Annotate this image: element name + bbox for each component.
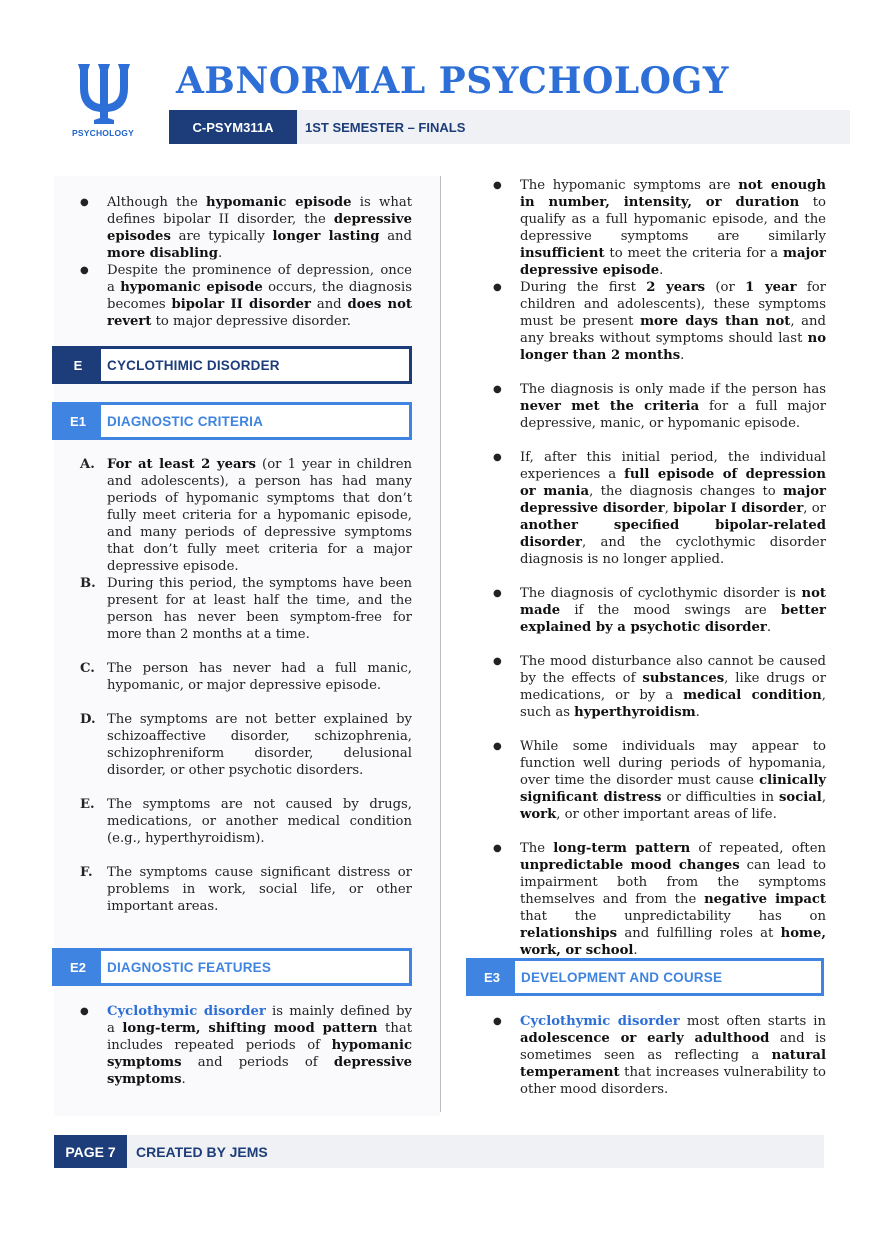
criterion-text: During this period, the symptoms have been present for at least half the time, and the person has never been symptom-free for more than 2 months at a time. [107, 576, 412, 642]
text: , like drugs or medications, or by a [520, 671, 826, 703]
emphasis: hypomanic symptoms [107, 1038, 412, 1070]
criterion-marker: E. [80, 797, 95, 812]
right-bullet-6 [520, 653, 826, 721]
text: and [379, 229, 412, 244]
emphasis: depressive episodes [107, 212, 412, 244]
logo-text: PSYCHOLOGY [72, 128, 134, 138]
emphasis: insufficient [520, 246, 605, 261]
section-label: DIAGNOSTIC FEATURES [107, 959, 272, 975]
criterion-marker: C. [80, 661, 95, 676]
criterion-text: The symptoms cause significant distress or problems in work, social life, or other important areas. [107, 865, 412, 914]
text: most often starts in [679, 1014, 826, 1029]
text: and is sometimes seen as reflecting a [520, 1031, 826, 1063]
emphasis: work [520, 807, 557, 822]
emphasis: negative impact [704, 892, 826, 907]
text: During the first [520, 280, 647, 295]
emphasis: unpredictable mood changes [520, 858, 740, 873]
right-bullet-7 [520, 738, 826, 823]
criterion-text: The symptoms are not caused by drugs, medications, or another medical condition (e.g., hyperthyroidism). [107, 797, 412, 846]
right-bullet-2 [520, 279, 826, 364]
text: Although the [107, 195, 207, 210]
text: The [520, 841, 554, 856]
course-bullet [520, 1013, 826, 1098]
text: is what defines bipolar II disorder, the [107, 195, 413, 227]
emphasis: Cyclothymic disorder [107, 1004, 266, 1019]
intro-bullet-1 [107, 194, 412, 262]
emphasis: hypomanic episode [120, 280, 263, 295]
emphasis: substances [642, 671, 725, 686]
text: (or [705, 280, 746, 295]
emphasis: relationships [520, 926, 618, 941]
intro-bullet-2 [107, 262, 412, 330]
text: and [311, 297, 348, 312]
right-bullet-3 [520, 381, 826, 432]
section-label: CYCLOTHIMIC DISORDER [107, 357, 280, 373]
right-bullet-4 [520, 449, 826, 568]
text: and fulfilling roles at [617, 926, 781, 941]
text: . [659, 263, 664, 278]
emphasis: major depressive episode [520, 246, 826, 278]
criterion-text: The person has never had a full manic, hypomanic, or major depressive episode. [107, 661, 412, 693]
emphasis: adolescence or early adulthood [520, 1031, 770, 1046]
emphasis: medical condition [683, 688, 822, 703]
emphasis: home, work, or school [520, 926, 826, 958]
emphasis: hypomanic episode [206, 195, 352, 210]
text: , such as [520, 688, 826, 720]
text: to meet the criteria for a [604, 246, 783, 261]
text: , the diagnosis changes to [589, 484, 783, 499]
section-header-e1 [52, 402, 412, 440]
text: If, after this initial period, the individual experiences a [520, 450, 826, 482]
text: The mood disturbance also cannot be caused by the effects of [520, 654, 826, 686]
text: is mainly defined by a [107, 1004, 412, 1036]
footer-bar [54, 1135, 824, 1168]
text: , and any breaks without symptoms should last [520, 314, 826, 346]
course-bar [169, 110, 850, 144]
emphasis: more days than not [640, 314, 791, 329]
emphasis: natural temperament [520, 1048, 826, 1080]
section-tag: E1 [55, 405, 101, 437]
emphasis: hyperthyroidism [574, 705, 696, 720]
text: if the mood swings are [560, 603, 781, 618]
emphasis: bipolar I disorder [673, 501, 804, 516]
criterion-a [80, 456, 412, 575]
criterion-b [80, 575, 412, 643]
criterion-marker: F. [80, 865, 93, 880]
criterion-marker: A. [80, 457, 95, 472]
criterion-bold: For at least 2 years [107, 457, 256, 472]
psychology-logo [64, 58, 142, 142]
section-header-e [52, 346, 412, 384]
emphasis: longer lasting [272, 229, 380, 244]
emphasis: not enough in number, intensity, or duration [520, 178, 826, 210]
text: , [664, 501, 674, 516]
emphasis: does not revert [107, 297, 413, 329]
section-header-e2 [52, 948, 412, 986]
text: can lead to impairment both from the symptoms themselves and from the [520, 858, 826, 907]
text: for children and adolescents), these symptoms must be present [520, 280, 826, 329]
emphasis: more disabling [107, 246, 218, 261]
text: to qualify as a full hypomanic episode, and the depressive symptoms are similarly [520, 195, 826, 244]
text: are typically [170, 229, 273, 244]
semester-label: 1ST SEMESTER – FINALS [305, 119, 466, 135]
criterion-text: (or 1 year in children and adolescents), a person has had many periods of hypomanic symptoms that don’t fully meet criteria for a hypomanic episode, and many periods of depressive symptoms that don’t fully meet criteria for a major depressive episode. [107, 457, 412, 574]
text: Despite the prominence of depression, once a [107, 263, 412, 295]
emphasis: long-term pattern [553, 841, 691, 856]
text: . [695, 705, 700, 720]
text: and periods of [181, 1055, 334, 1070]
right-bullet-5 [520, 585, 826, 636]
emphasis: depressive symptoms [107, 1055, 412, 1087]
text: The diagnosis is only made if the person has [520, 382, 826, 397]
text: of repeated, often [690, 841, 826, 856]
text: The diagnosis of cyclothymic disorder is [520, 586, 802, 601]
emphasis: Cyclothymic disorder [520, 1014, 680, 1029]
text: . [633, 943, 638, 958]
section-tag: E2 [55, 951, 101, 983]
text: that includes repeated periods of [107, 1021, 412, 1053]
section-header-e3 [466, 958, 824, 996]
text: for a full major depressive, manic, or hypomanic episode. [520, 399, 827, 431]
page-number: PAGE 7 [54, 1135, 127, 1168]
emphasis: major depressive disorder [520, 484, 826, 516]
emphasis: never met the criteria [520, 399, 700, 414]
text: , [821, 790, 827, 805]
criterion-marker: B. [80, 576, 96, 591]
emphasis: not made [520, 586, 826, 618]
criterion-d [80, 711, 412, 779]
created-by: CREATED BY JEMS [136, 1143, 268, 1160]
text: . [217, 246, 223, 261]
text: . [766, 620, 772, 635]
emphasis: 1 year [745, 280, 797, 295]
emphasis: no longer than 2 months [520, 331, 826, 363]
criterion-text: The symptoms are not better explained by schizoaffective disorder, schizophrenia, schizophreniform disorder, delusional disorder, or other psychotic disorders. [107, 712, 412, 778]
emphasis: social [778, 790, 822, 805]
criterion-e [80, 796, 412, 847]
text: . [181, 1072, 186, 1087]
criterion-f [80, 864, 412, 915]
right-bullet-8 [520, 840, 826, 959]
emphasis: full episode of depression or mania [520, 467, 827, 499]
text: , and the cyclothymic disorder diagnosis is no longer applied. [520, 535, 826, 567]
text: occurs, the diagnosis becomes [107, 280, 412, 312]
text: The hypomanic symptoms are [520, 178, 739, 193]
section-tag: E3 [469, 961, 515, 993]
section-label: DIAGNOSTIC CRITERIA [107, 413, 264, 429]
course-code: C-PSYM311A [169, 110, 297, 144]
column-divider [440, 176, 441, 1112]
emphasis: clinically significant distress [520, 773, 826, 805]
text: to major depressive disorder. [151, 314, 351, 329]
emphasis: 2 years [646, 280, 706, 295]
emphasis: another specified bipolar-related disorder [520, 518, 826, 550]
page-title: ABNORMAL PSYCHOLOGY [176, 60, 729, 102]
emphasis: better explained by a psychotic disorder [520, 603, 826, 635]
text: that the unpredictability has on [520, 909, 826, 924]
text: While some individuals may appear to function well during periods of hypomania, over time the disorder must cause [520, 739, 826, 788]
emphasis: bipolar II disorder [171, 297, 311, 312]
psi-icon [64, 58, 142, 126]
emphasis: long-term, shifting mood pattern [122, 1021, 378, 1036]
text: , or other important areas of life. [556, 807, 777, 822]
text: that increases vulnerability to other mood disorders. [520, 1065, 826, 1097]
features-bullet [107, 1003, 412, 1088]
section-tag: E [55, 349, 101, 381]
section-label: DEVELOPMENT AND COURSE [521, 969, 723, 985]
criterion-marker: D. [80, 712, 96, 727]
text: or difficulties in [661, 790, 779, 805]
text: , or [803, 501, 826, 516]
text: . [680, 348, 685, 363]
criterion-c [80, 660, 412, 694]
right-bullet-1 [520, 177, 826, 279]
